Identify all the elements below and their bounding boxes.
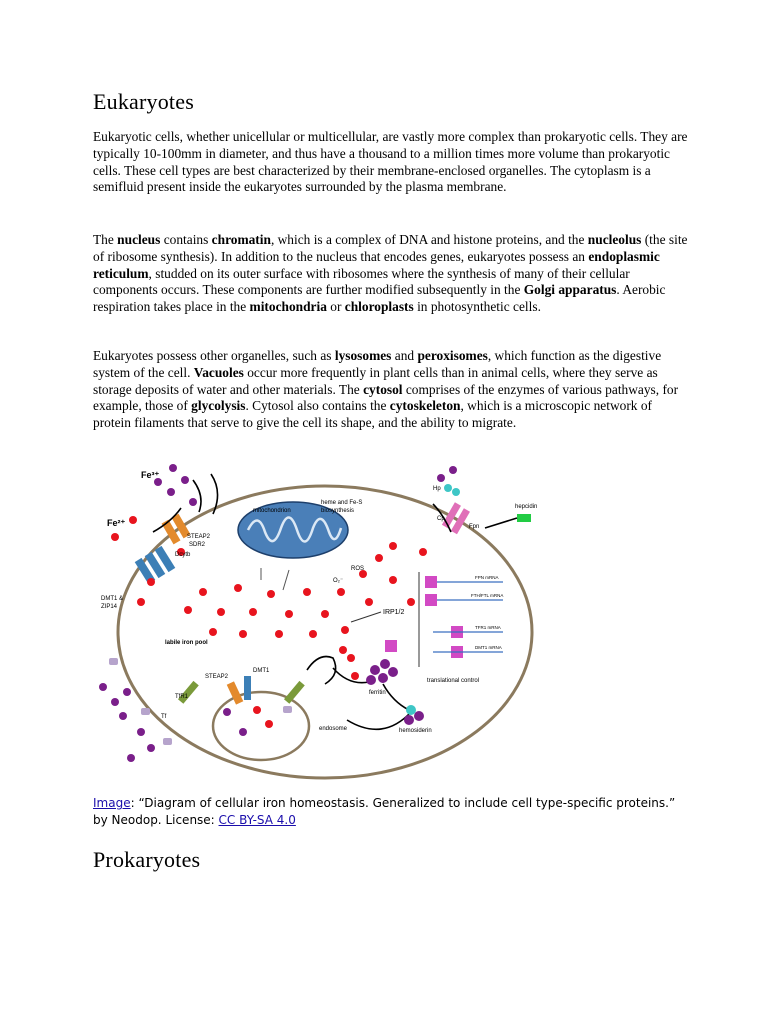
term-nucleolus: nucleolus	[587, 232, 642, 247]
figure-caption: Image: “Diagram of cellular iron homeostasis. Generalized to include cell type-specific proteins.” by Neodop. License: CC BY-SA 4.0	[93, 796, 676, 827]
term-cytoskeleton: cytoskeleton	[389, 398, 461, 414]
hepcidin-box	[517, 514, 531, 522]
label-dcytb: Dcytb	[175, 552, 191, 558]
term-chromatin: chromatin	[211, 232, 271, 247]
paragraph-2: The nucleus contains chromatin, which is a complex of DNA and histone proteins, and the nucleolus (the site of ribosome synthesis). In addition to the nucleus that encodes genes, eukaryotes possess an endoplasmic reticulum, studded on its outer surface with ribosomes where the synthesis of many of their cellular components occurs. These components are further modified subsequently in the Golgi apparatus. Aerobic respiration takes place in the mitochondria or chloroplasts in photosynthetic cells.	[93, 232, 688, 315]
label-fpn-mrna: FPN mRNA	[475, 575, 499, 580]
label-steap2: STEAP2	[187, 534, 211, 540]
label-heme-2: biosynthesis	[321, 508, 355, 514]
label-hp: Hp	[433, 486, 441, 492]
term-golgi-apparatus: Golgi apparatus	[523, 282, 617, 298]
label-irp: IRP1/2	[383, 609, 405, 616]
label-hemosiderin: hemosiderin	[399, 728, 432, 734]
license-link[interactable]: CC BY-SA 4.0	[218, 813, 296, 827]
label-fe2: Fe²⁺	[107, 518, 126, 528]
label-zip14: ZIP14	[101, 604, 118, 610]
term-peroxisomes: peroxisomes	[417, 348, 488, 363]
label-translational-control: translational control	[427, 678, 480, 684]
label-hepcidin: hepcidin	[515, 504, 538, 510]
tfr1-receptor	[178, 681, 199, 704]
term-lysosomes: lysosomes	[334, 348, 392, 363]
heading-prokaryotes: Prokaryotes	[93, 847, 201, 872]
label-dmt1-endosome: DMT1	[253, 668, 270, 674]
term-cytosol: cytosol	[363, 381, 403, 397]
label-fpn: Fpn	[469, 524, 480, 530]
heading-eukaryotes: Eukaryotes	[93, 89, 194, 114]
iron-homeostasis-diagram	[93, 462, 538, 784]
endosome-shape	[213, 692, 309, 760]
term-nucleus: nucleus	[117, 232, 161, 247]
label-ferritin: ferritin	[369, 690, 386, 696]
term-vacuoles: Vacuoles	[193, 364, 244, 380]
label-dmt1-mrna: DMT1 mRNA	[475, 645, 502, 650]
label-labile-iron-pool: labile iron pool	[165, 640, 208, 646]
label-endosome: endosome	[319, 726, 348, 732]
label-o2: O₂⁻	[333, 578, 344, 584]
label-cp: Cp	[437, 516, 445, 522]
irp-box	[385, 640, 397, 652]
label-fe3: Fe³⁺	[141, 470, 160, 480]
hp-cp-marker	[444, 484, 452, 492]
label-dmt1-zip14: DMT1 &	[101, 596, 124, 602]
label-tf: Tf	[161, 714, 167, 720]
ferritin-cluster	[366, 659, 398, 685]
term-chloroplasts: chloroplasts	[344, 299, 414, 315]
paragraph-3: Eukaryotes possess other organelles, such as lysosomes and peroxisomes, which function as the digestive system of the cell. Vacuoles occur more frequently in plant cells than in animal cells, where they serve as storage deposits of water and other materials. The cytosol comprises of the enzymes of various pathways, for example, those of glycolysis. Cytosol also contains the cytoskeleton, which is a microscopic network of protein filaments that serve to give the cell its shape, and the ability to migrate.	[93, 348, 679, 431]
label-tfr1-mrna: TFR1 mRNA	[475, 625, 501, 630]
label-sdr2: SDR2	[189, 542, 206, 548]
label-mitochondrion: mitochondrion	[253, 508, 291, 514]
label-ftl-mrna: FTH/FTL mRNA	[471, 593, 504, 598]
label-tfr1: TfR1	[175, 694, 189, 700]
term-endoplasmic-reticulum: endoplasmic reticulum	[93, 248, 660, 281]
term-glycolysis: glycolysis	[191, 398, 246, 414]
dmt1-transporter	[135, 546, 176, 584]
term-mitochondria: mitochondria	[249, 299, 327, 315]
dmt1-endosome	[244, 676, 251, 700]
label-ros: ROS	[351, 566, 365, 572]
label-heme-1: heme and Fe-S	[321, 500, 363, 506]
paragraph-1: Eukaryotic cells, whether unicellular or multicellular, are vastly more complex than prokaryotic cells. They are typically 10-100mm in diameter, and thus have a thousand to a million times more volume than prokaryotic cells. These cell types are best characterized by their membrane-enclosed organelles. The cytoplasm is a semifluid present inside the eukaryotes surrounded by the plasma membrane.	[93, 129, 688, 195]
image-link[interactable]: Image	[93, 796, 131, 810]
label-steap2-endosome: STEAP2	[205, 674, 229, 680]
